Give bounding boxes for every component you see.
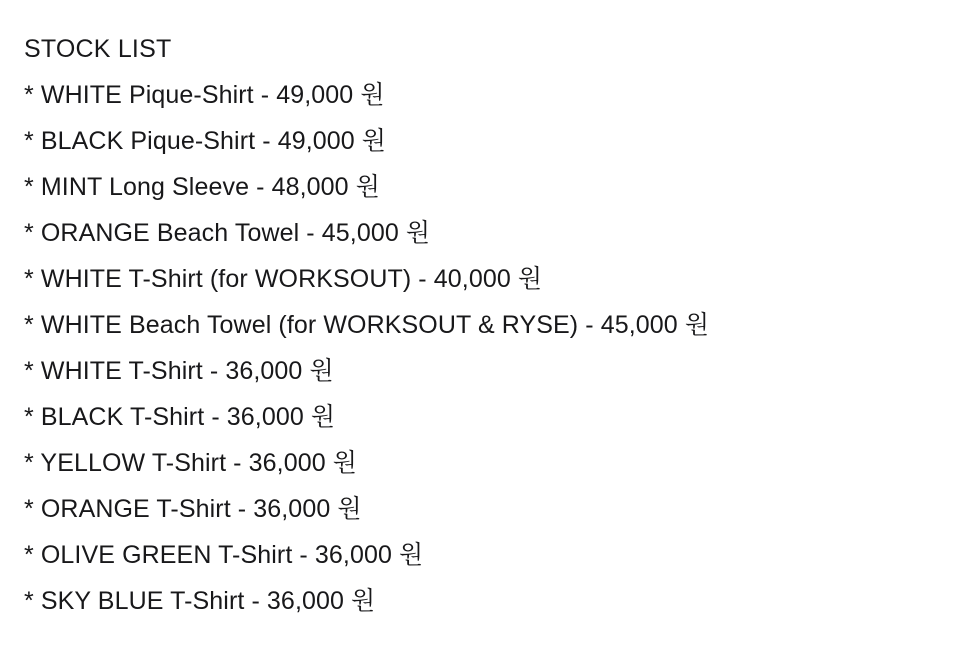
list-item: * ORANGE T-Shirt - 36,000 원	[24, 495, 362, 523]
list-item: * OLIVE GREEN T-Shirt - 36,000 원	[24, 541, 424, 569]
list-item: * YELLOW T-Shirt - 36,000 원	[24, 449, 358, 477]
list-item: * BLACK Pique-Shirt - 49,000 원	[24, 127, 387, 155]
list-item: * MINT Long Sleeve - 48,000 원	[24, 173, 380, 201]
list-item: * WHITE T-Shirt - 36,000 원	[24, 357, 334, 385]
page-title: STOCK LIST	[24, 35, 172, 63]
list-item: * WHITE Pique-Shirt - 49,000 원	[24, 81, 385, 109]
list-item: * WHITE T-Shirt (for WORKSOUT) - 40,000 원	[24, 265, 543, 293]
list-item: * BLACK T-Shirt - 36,000 원	[24, 403, 336, 431]
list-item: * WHITE Beach Towel (for WORKSOUT & RYSE) - 45,000 원	[24, 311, 710, 339]
list-item: * SKY BLUE T-Shirt - 36,000 원	[24, 587, 376, 615]
list-item: * ORANGE Beach Towel - 45,000 원	[24, 219, 431, 247]
